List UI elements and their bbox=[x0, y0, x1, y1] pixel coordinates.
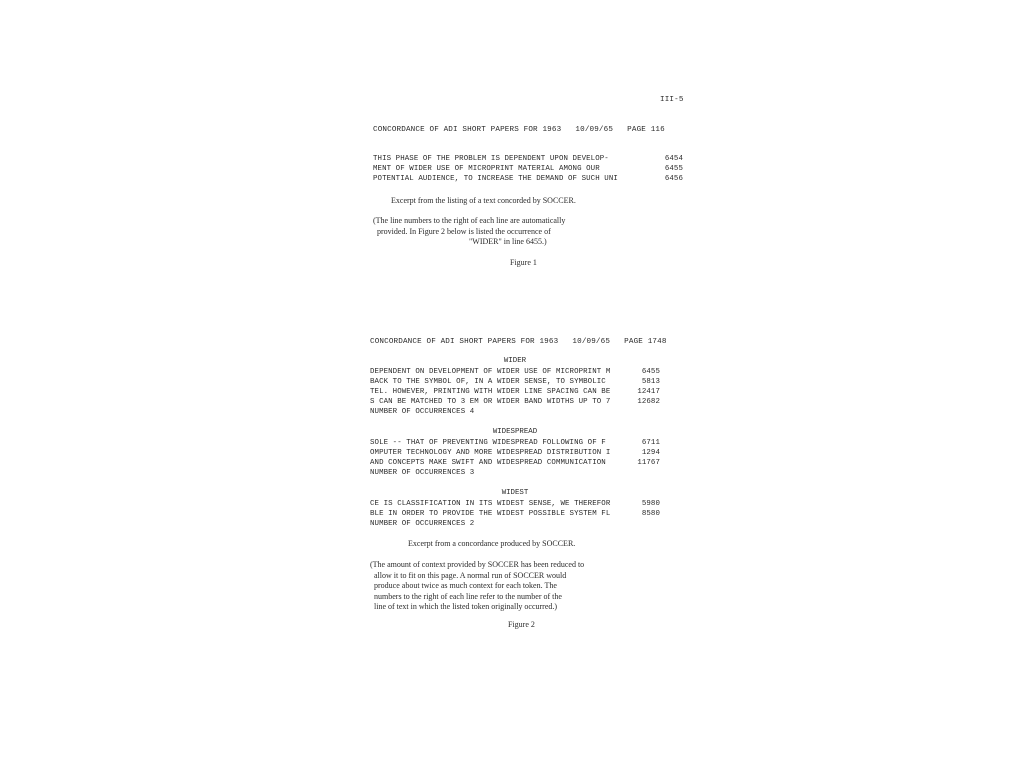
figure2-note: (The amount of context provided by SOCCER has been reduced to allow it to fit on this page. A normal run of SOCCER would produce about twice as much context for each token. The numbers to the right of each line refer to the number of the line of text in which the listed token originally occurred.) bbox=[370, 560, 585, 611]
line-number: 5813 bbox=[641, 378, 660, 386]
text-line: CE IS CLASSIFICATION IN ITS WIDEST SENSE, WE THEREFOR 5980 bbox=[370, 500, 660, 508]
figure1-note: (The line numbers to the right of each line are automatically provided. In Figure 2 below is listed the occurrence of "WIDER" in line 6455.) bbox=[373, 216, 566, 246]
occurrence-count: NUMBER OF OCCURRENCES 2 bbox=[370, 520, 475, 528]
figure1-caption: Excerpt from the listing of a text concorded by SOCCER. bbox=[391, 196, 576, 205]
text-line: POTENTIAL AUDIENCE, TO INCREASE THE DEMAND OF SUCH UNI 6456 bbox=[373, 175, 683, 183]
occurrence-count: NUMBER OF OCCURRENCES 4 bbox=[370, 408, 475, 416]
line-number: 5980 bbox=[641, 500, 660, 508]
concordance-group-widest bbox=[370, 499, 660, 529]
concordance-group-widespread bbox=[370, 438, 660, 478]
line-number: 12417 bbox=[637, 388, 660, 396]
figure1-lines bbox=[373, 154, 683, 184]
text-line: S CAN BE MATCHED TO 3 EM OR WIDER BAND WIDTHS UP TO 7 12682 bbox=[370, 398, 660, 406]
occurrence-count: NUMBER OF OCCURRENCES 3 bbox=[370, 469, 475, 477]
text-line: TEL. HOWEVER, PRINTING WITH WIDER LINE SPACING CAN BE 12417 bbox=[370, 388, 660, 396]
line-number: 6455 bbox=[641, 368, 660, 376]
text-line: BACK TO THE SYMBOL OF, IN A WIDER SENSE, TO SYMBOLIC 5813 bbox=[370, 378, 660, 386]
text-line: SOLE -- THAT OF PREVENTING WIDESPREAD FOLLOWING OF F 6711 bbox=[370, 439, 660, 447]
text-line: BLE IN ORDER TO PROVIDE THE WIDEST POSSIBLE SYSTEM FL 8580 bbox=[370, 510, 660, 518]
line-number: 1294 bbox=[641, 449, 660, 457]
page-number: III-5 bbox=[660, 96, 684, 104]
figure2-header: CONCORDANCE OF ADI SHORT PAPERS FOR 1963 10/09/65 PAGE 1748 bbox=[370, 338, 667, 346]
line-number: 8580 bbox=[641, 510, 660, 518]
figure1-label: Figure 1 bbox=[510, 258, 537, 267]
concordance-term: WIDESPREAD bbox=[492, 428, 538, 436]
line-number: 6454 bbox=[664, 155, 683, 163]
figure1-header: CONCORDANCE OF ADI SHORT PAPERS FOR 1963 10/09/65 PAGE 116 bbox=[373, 126, 665, 134]
line-number: 6456 bbox=[664, 175, 683, 183]
line-number: 11767 bbox=[637, 459, 660, 467]
line-number: 6455 bbox=[664, 165, 683, 173]
concordance-term: WIDER bbox=[503, 357, 527, 365]
text-line: OMPUTER TECHNOLOGY AND MORE WIDESPREAD DISTRIBUTION I 1294 bbox=[370, 449, 660, 457]
text-line: AND CONCEPTS MAKE SWIFT AND WIDESPREAD COMMUNICATION 11767 bbox=[370, 459, 660, 467]
figure2-caption: Excerpt from a concordance produced by SOCCER. bbox=[408, 539, 576, 548]
text-line: DEPENDENT ON DEVELOPMENT OF WIDER USE OF MICROPRINT M 6455 bbox=[370, 368, 660, 376]
text-line: THIS PHASE OF THE PROBLEM IS DEPENDENT UPON DEVELOP- 6454 bbox=[373, 155, 683, 163]
text-line: MENT OF WIDER USE OF MICROPRINT MATERIAL AMONG OUR 6455 bbox=[373, 165, 683, 173]
concordance-term: WIDEST bbox=[501, 489, 529, 497]
figure2-label: Figure 2 bbox=[508, 620, 535, 629]
line-number: 12682 bbox=[637, 398, 660, 406]
line-number: 6711 bbox=[641, 439, 660, 447]
concordance-group-wider bbox=[370, 367, 660, 417]
